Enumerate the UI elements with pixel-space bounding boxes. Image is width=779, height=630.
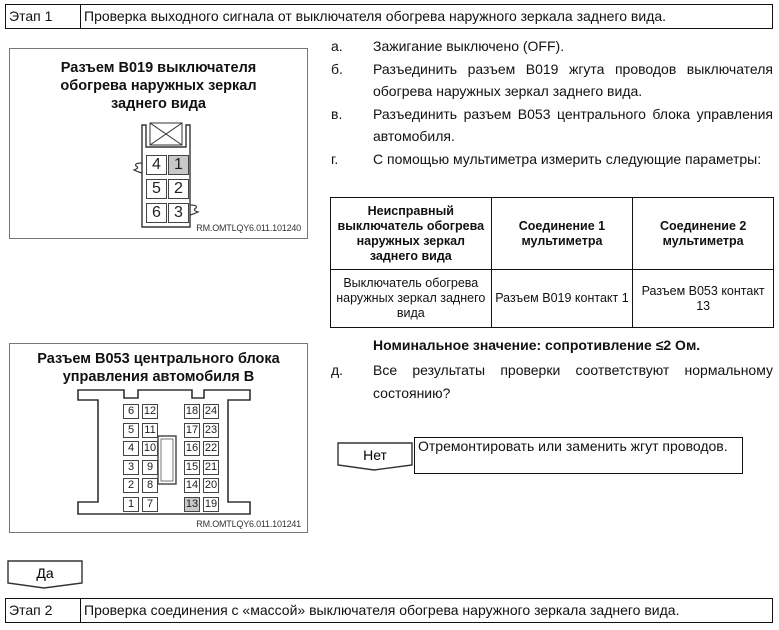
pin-23: 23 <box>204 423 218 436</box>
pin-12: 12 <box>143 405 157 417</box>
pin-13-highlighted: 13 <box>185 497 199 510</box>
column-header: Соединение 1 мультиметра <box>491 198 633 270</box>
question-text: Все результаты проверки соответствуют нормальному состоянию? <box>373 362 773 401</box>
pin-5: 5 <box>123 423 139 438</box>
pin-3: 3 <box>123 460 139 475</box>
pin-21: 21 <box>204 460 218 473</box>
instruction-v: в. Разъединить разъем B053 центрального блока управления автомобиля. <box>331 105 773 144</box>
yes-button[interactable]: Да <box>6 557 84 591</box>
pin-2: 2 <box>123 478 139 493</box>
pin-3: 3 <box>168 203 189 223</box>
connector-b053-outline-icon <box>76 388 252 516</box>
pin-18: 18 <box>185 405 199 417</box>
pin-20: 20 <box>204 479 218 491</box>
no-action-text: Отремонтировать или заменить жгут проводов. <box>414 437 743 474</box>
question-label: д. <box>331 362 344 378</box>
nominal-value: Номинальное значение: сопротивление ≤2 Ом. <box>373 337 701 353</box>
table-header-row <box>331 198 774 270</box>
pin-6: 6 <box>146 203 167 223</box>
table-cell: Выключатель обогрева наружных зеркал заднего вида <box>331 270 492 328</box>
pin-7: 7 <box>142 497 158 512</box>
step-number: Этап 2 <box>6 599 81 622</box>
step-title: Проверка выходного сигнала от выключателя обогрева наружного зеркала заднего вида. <box>84 8 667 24</box>
pin-17: 17 <box>185 423 199 436</box>
pin-9: 9 <box>142 460 158 475</box>
pin-11: 11 <box>142 423 158 438</box>
pin-24: 24 <box>204 405 218 417</box>
connector-b053-figure <box>9 343 308 533</box>
table-cell: Разъем B053 контакт 13 <box>633 270 774 328</box>
column-header: Неисправный выключатель обогрева наружных зеркал заднего вида <box>331 198 492 270</box>
instruction-list <box>331 35 773 170</box>
pin-22: 22 <box>204 442 218 454</box>
no-button[interactable]: Нет <box>336 439 414 473</box>
pin-10: 10 <box>143 442 157 454</box>
figure-code: RM.OMTLQY6.011.101240 <box>196 223 301 233</box>
instruction-b: б. Разъединить разъем B019 жгута проводов выключателя обогрева наружных зеркал заднего вида. <box>331 60 773 99</box>
pin-15: 15 <box>185 460 199 473</box>
figure-code: RM.OMTLQY6.011.101241 <box>196 519 301 529</box>
connector-b019-figure <box>9 48 308 239</box>
step-title: Проверка соединения с «массой» выключателя обогрева наружного зеркала заднего вида. <box>84 602 680 618</box>
measurement-table <box>330 197 774 328</box>
pin-16: 16 <box>185 442 199 454</box>
step-2-header <box>5 598 773 623</box>
pin-2: 2 <box>168 179 189 199</box>
step-number: Этап 1 <box>6 5 81 28</box>
pin-1-highlighted: 1 <box>168 155 189 175</box>
figure-title: Разъем B053 центрального блока управления автомобиля B <box>37 351 280 385</box>
step-1-header <box>5 4 773 29</box>
instruction-g: г. С помощью мультиметра измерить следующие параметры: <box>331 150 762 167</box>
pin-8: 8 <box>142 478 158 493</box>
pin-6: 6 <box>123 404 139 419</box>
pin-5: 5 <box>146 179 167 199</box>
pin-19: 19 <box>204 497 218 510</box>
question <box>331 359 773 404</box>
table-cell: Разъем B019 контакт 1 <box>491 270 633 328</box>
instruction-a: а. Зажигание выключено (OFF). <box>331 38 565 54</box>
pin-4: 4 <box>146 155 167 175</box>
pin-14: 14 <box>185 479 199 491</box>
pin-4: 4 <box>123 441 139 456</box>
table-row <box>331 270 774 328</box>
pin-1: 1 <box>123 497 139 512</box>
column-header: Соединение 2 мультиметра <box>633 198 774 270</box>
figure-title: Разъем B019 выключателя обогрева наружных зеркал заднего вида <box>60 60 257 112</box>
